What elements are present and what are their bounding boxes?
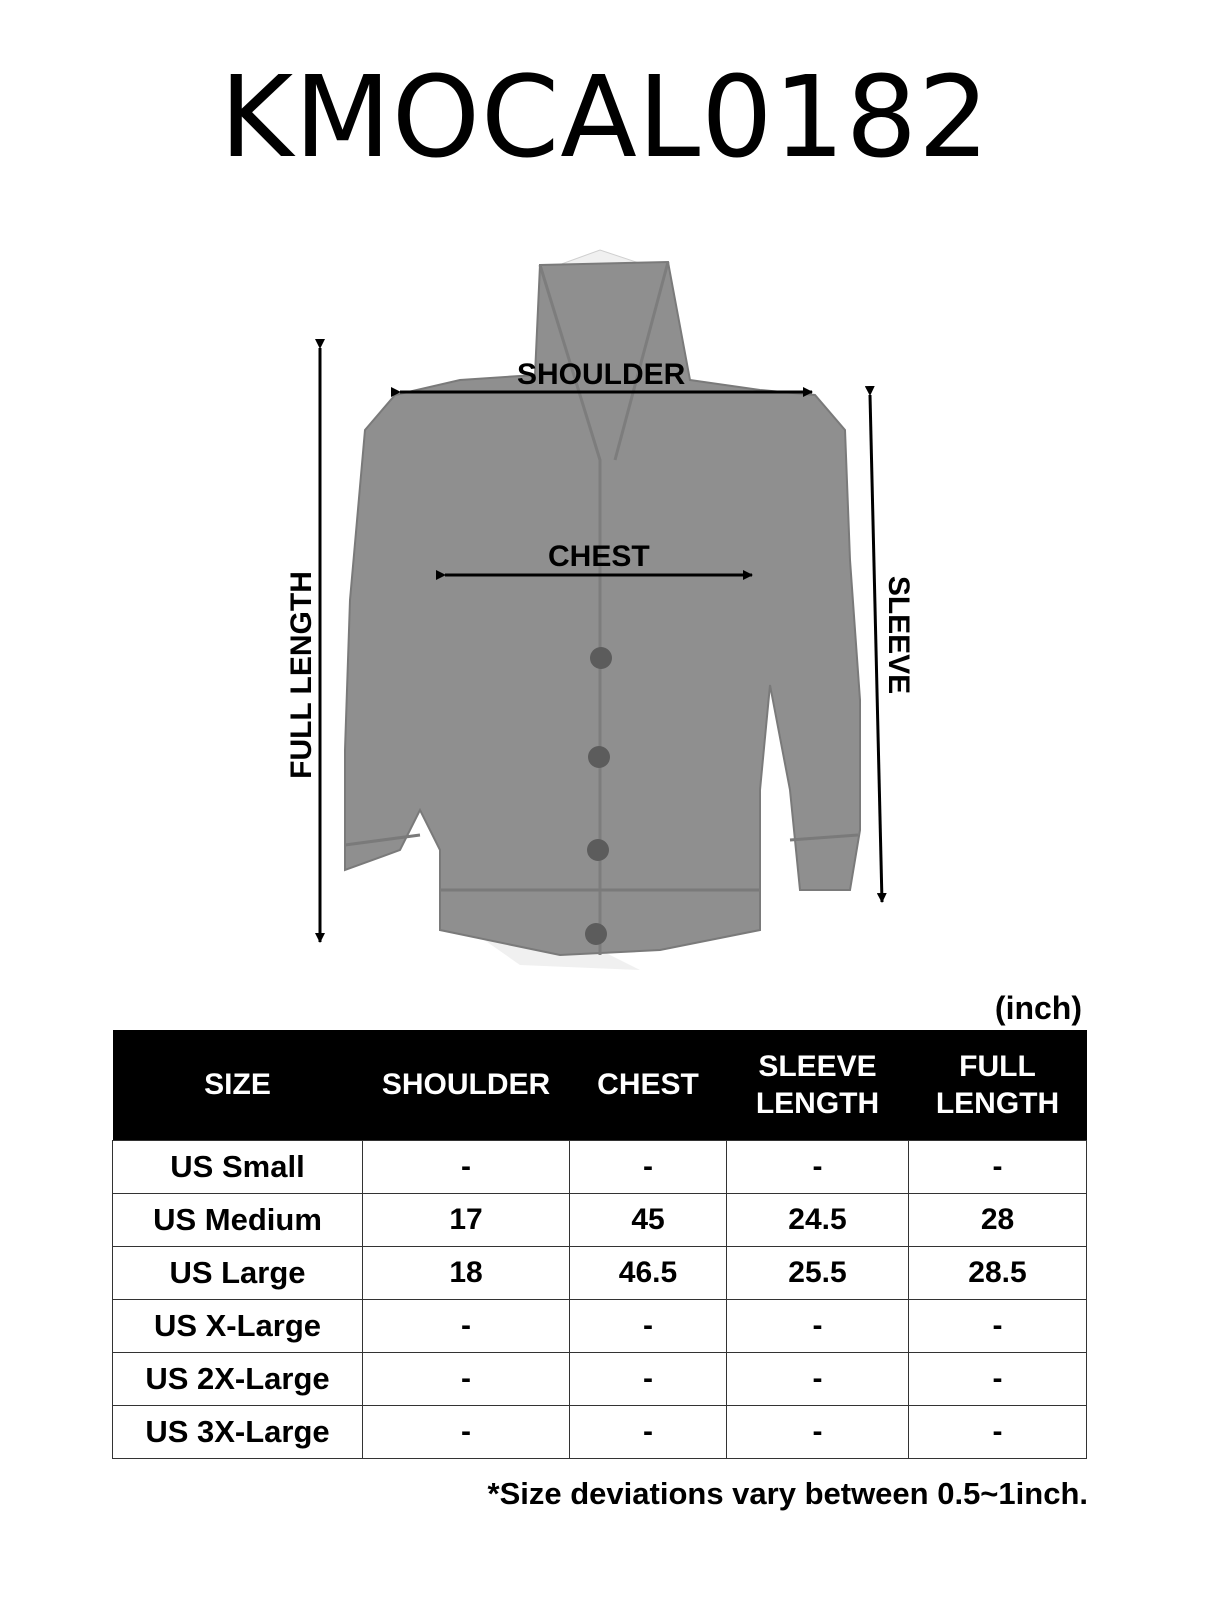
table-row bbox=[113, 1300, 1087, 1353]
chest-label: CHEST bbox=[548, 540, 650, 573]
chest-cell: - bbox=[570, 1141, 727, 1194]
sleeve-cell: - bbox=[727, 1353, 909, 1406]
size-cell: US 2X-Large bbox=[113, 1353, 363, 1406]
button bbox=[587, 839, 609, 861]
header-shoulder: SHOULDER bbox=[363, 1030, 570, 1141]
sleeve-cell: 24.5 bbox=[727, 1194, 909, 1247]
button bbox=[585, 923, 607, 945]
table-row bbox=[113, 1406, 1087, 1459]
table-row bbox=[113, 1353, 1087, 1406]
shoulder-cell: 17 bbox=[363, 1194, 570, 1247]
header-size: SIZE bbox=[113, 1030, 363, 1141]
header-full-length: FULL LENGTH bbox=[909, 1030, 1087, 1141]
full-length-cell: - bbox=[909, 1300, 1087, 1353]
shoulder-cell: - bbox=[363, 1353, 570, 1406]
chest-cell: 45 bbox=[570, 1194, 727, 1247]
header-chest: CHEST bbox=[570, 1030, 727, 1141]
full-length-cell: 28 bbox=[909, 1194, 1087, 1247]
header-sleeve-length: SLEEVE LENGTH bbox=[727, 1030, 909, 1141]
table-row bbox=[113, 1194, 1087, 1247]
unit-label: (inch) bbox=[994, 990, 1082, 1026]
sleeve-cell: - bbox=[727, 1300, 909, 1353]
garment-illustration bbox=[0, 230, 1230, 990]
sleeve-cell: 25.5 bbox=[727, 1247, 909, 1300]
sleeve-label: SLEEVE bbox=[882, 575, 915, 695]
chest-cell: 46.5 bbox=[570, 1247, 727, 1300]
cardigan-image bbox=[0, 230, 1230, 990]
shoulder-cell: - bbox=[363, 1141, 570, 1194]
table-row bbox=[113, 1247, 1087, 1300]
size-deviation-note: *Size deviations vary between 0.5~1inch. bbox=[487, 1476, 1088, 1511]
table-header-row bbox=[113, 1030, 1087, 1141]
shoulder-cell: - bbox=[363, 1406, 570, 1459]
shoulder-cell: - bbox=[363, 1300, 570, 1353]
full-length-label: FULL LENGTH bbox=[285, 571, 318, 779]
full-length-cell: - bbox=[909, 1353, 1087, 1406]
full-length-cell: 28.5 bbox=[909, 1247, 1087, 1300]
chest-cell: - bbox=[570, 1353, 727, 1406]
sleeve-cell: - bbox=[727, 1406, 909, 1459]
size-cell: US 3X-Large bbox=[113, 1406, 363, 1459]
button bbox=[588, 746, 610, 768]
table-row bbox=[113, 1141, 1087, 1194]
size-cell: US X-Large bbox=[113, 1300, 363, 1353]
size-cell: US Medium bbox=[113, 1194, 363, 1247]
size-cell: US Small bbox=[113, 1141, 363, 1194]
full-length-cell: - bbox=[909, 1141, 1087, 1194]
full-length-cell: - bbox=[909, 1406, 1087, 1459]
size-chart-table bbox=[112, 1030, 1087, 1459]
chest-cell: - bbox=[570, 1406, 727, 1459]
size-cell: US Large bbox=[113, 1247, 363, 1300]
product-code-title: KMOCAL0182 bbox=[219, 53, 991, 183]
sleeve-cell: - bbox=[727, 1141, 909, 1194]
button bbox=[590, 647, 612, 669]
sleeve-arrow bbox=[870, 395, 882, 902]
shoulder-cell: 18 bbox=[363, 1247, 570, 1300]
chest-cell: - bbox=[570, 1300, 727, 1353]
shoulder-label: SHOULDER bbox=[517, 358, 686, 391]
